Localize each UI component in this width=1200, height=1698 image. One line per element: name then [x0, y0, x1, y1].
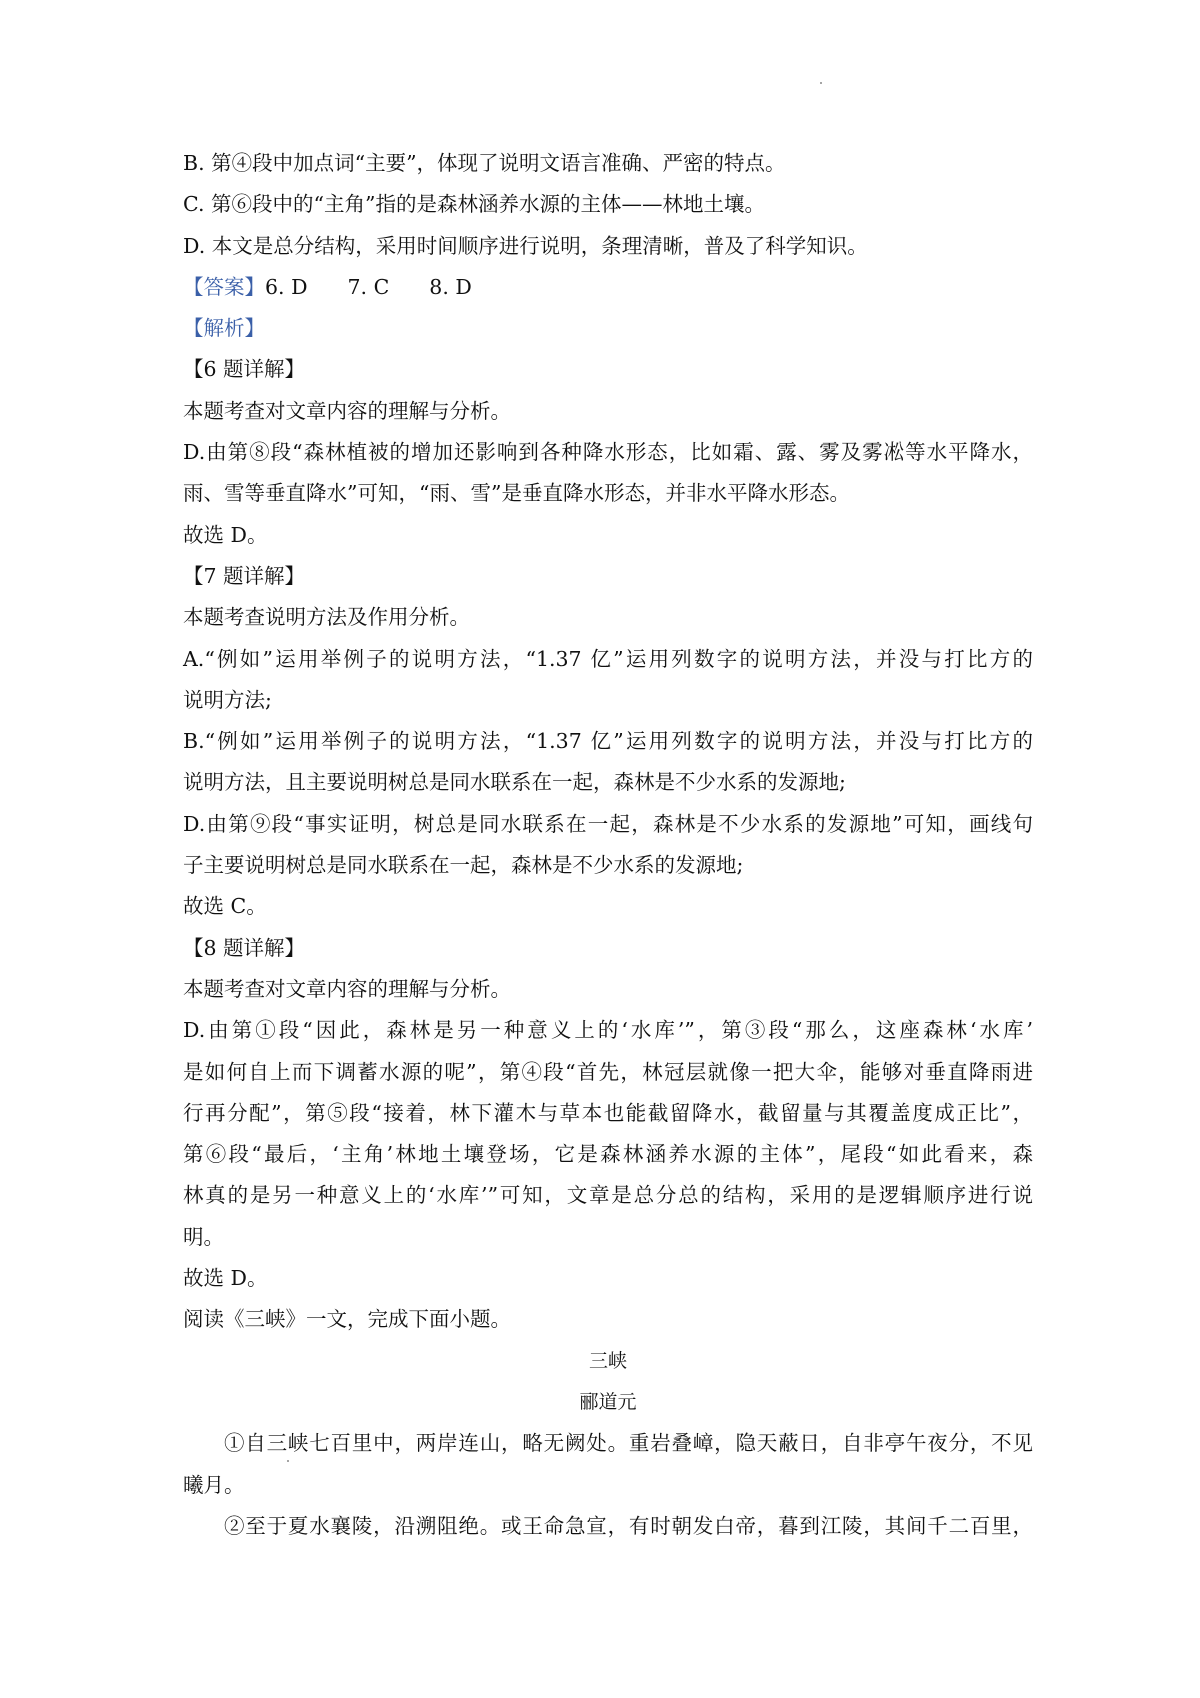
- q8-explanation-4: 第⑥段“最后，‘主角’林地土壤登场，它是森林涵养水源的主体”，尾段“如此看来，森: [183, 1142, 1033, 1167]
- option-b: B. 第④段中加点词“主要”，体现了说明文语言准确、严密的特点。: [183, 151, 786, 175]
- q8-explanation-2: 是如何自上而下调蓄水源的呢”，第④段“首先，林冠层就像一把大伞，能够对垂直降雨进: [183, 1059, 1033, 1084]
- q6-intro: 本题考查对文章内容的理解与分析。: [183, 398, 511, 423]
- q6-conclusion: 故选 D。: [183, 522, 268, 547]
- q8-explanation-1: D.由第①段“因此，森林是另一种意义上的‘水库’”，第③段“那么，这座森林‘水库’: [183, 1018, 1033, 1043]
- option-c: C. 第⑥段中的“主角”指的是森林涵养水源的主体——林地土壤。: [183, 192, 765, 217]
- q7-option-a-2: 说明方法;: [183, 687, 272, 712]
- answer-8: 8. D: [429, 274, 472, 299]
- poem-paragraph-2a: ②至于夏水襄陵，沿溯阻绝。或王命急宣，有时朝发白帝，暮到江陵，其间千二百里，: [224, 1513, 1033, 1538]
- page-content: [183, 143, 1033, 1547]
- q7-conclusion: 故选 C。: [183, 894, 267, 919]
- analysis-tag: 【解析】: [183, 316, 265, 341]
- q7-heading: 【7 题详解】: [183, 563, 306, 588]
- poem-paragraph-1a: ①自三峡七百里中，两岸连山，略无阙处。重岩叠嶂，隐天蔽日，自非亭午夜分，不见: [224, 1431, 1033, 1456]
- poem-title: 三峡: [588, 1349, 627, 1372]
- option-d: D. 本文是总分结构，采用时间顺序进行说明，条理清晰，普及了科学知识。: [183, 233, 868, 258]
- q8-conclusion: 故选 D。: [183, 1266, 268, 1291]
- poem-paragraph-1b: 曦月。: [183, 1472, 245, 1497]
- q7-option-b-2: 说明方法，且主要说明树总是同水联系在一起，森林是不少水系的发源地;: [183, 770, 846, 795]
- answer-6: 6. D: [265, 274, 308, 299]
- q8-explanation-5: 林真的是另一种意义上的‘水库’”可知，文章是总分总的结构，采用的是逻辑顺序进行说: [183, 1183, 1033, 1208]
- q8-explanation-6: 明。: [183, 1224, 224, 1249]
- q8-explanation-3: 行再分配”，第⑤段“接着，林下灌木与草本也能截留降水，截留量与其覆盖度成正比”，: [183, 1100, 1033, 1125]
- q6-heading: 【6 题详解】: [183, 357, 306, 382]
- q6-explanation-1: D.由第⑧段“森林植被的增加还影响到各种降水形态，比如霜、露、雾及雾凇等水平降水，: [183, 440, 1033, 465]
- q7-option-b-1: B.“例如”运用举例子的说明方法，“1.37 亿”运用列数字的说明方法，并没与打比方的: [183, 729, 1033, 754]
- q7-option-d-1: D.由第⑨段“事实证明，树总是同水联系在一起，森林是不少水系的发源地”可知，画线句: [183, 811, 1033, 836]
- answer-7: 7. C: [347, 274, 390, 299]
- reading-prompt: 阅读《三峡》一文，完成下面小题。: [183, 1307, 511, 1332]
- q8-heading: 【8 题详解】: [183, 935, 306, 960]
- poem-author: 郦道元: [579, 1390, 637, 1413]
- q8-intro: 本题考查对文章内容的理解与分析。: [183, 976, 511, 1001]
- answer-tag: 【答案】: [183, 274, 265, 299]
- answer-line: [183, 267, 1033, 308]
- q7-option-a-1: A.“例如”运用举例子的说明方法，“1.37 亿”运用列数字的说明方法，并没与打比方的: [183, 646, 1033, 671]
- q6-explanation-2: 雨、雪等垂直降水”可知，“雨、雪”是垂直降水形态，并非水平降水形态。: [183, 481, 850, 506]
- q7-option-d-2: 子主要说明树总是同水联系在一起，森林是不少水系的发源地;: [183, 853, 744, 878]
- scan-speck: [820, 82, 822, 84]
- q7-intro: 本题考查说明方法及作用分析。: [183, 605, 470, 630]
